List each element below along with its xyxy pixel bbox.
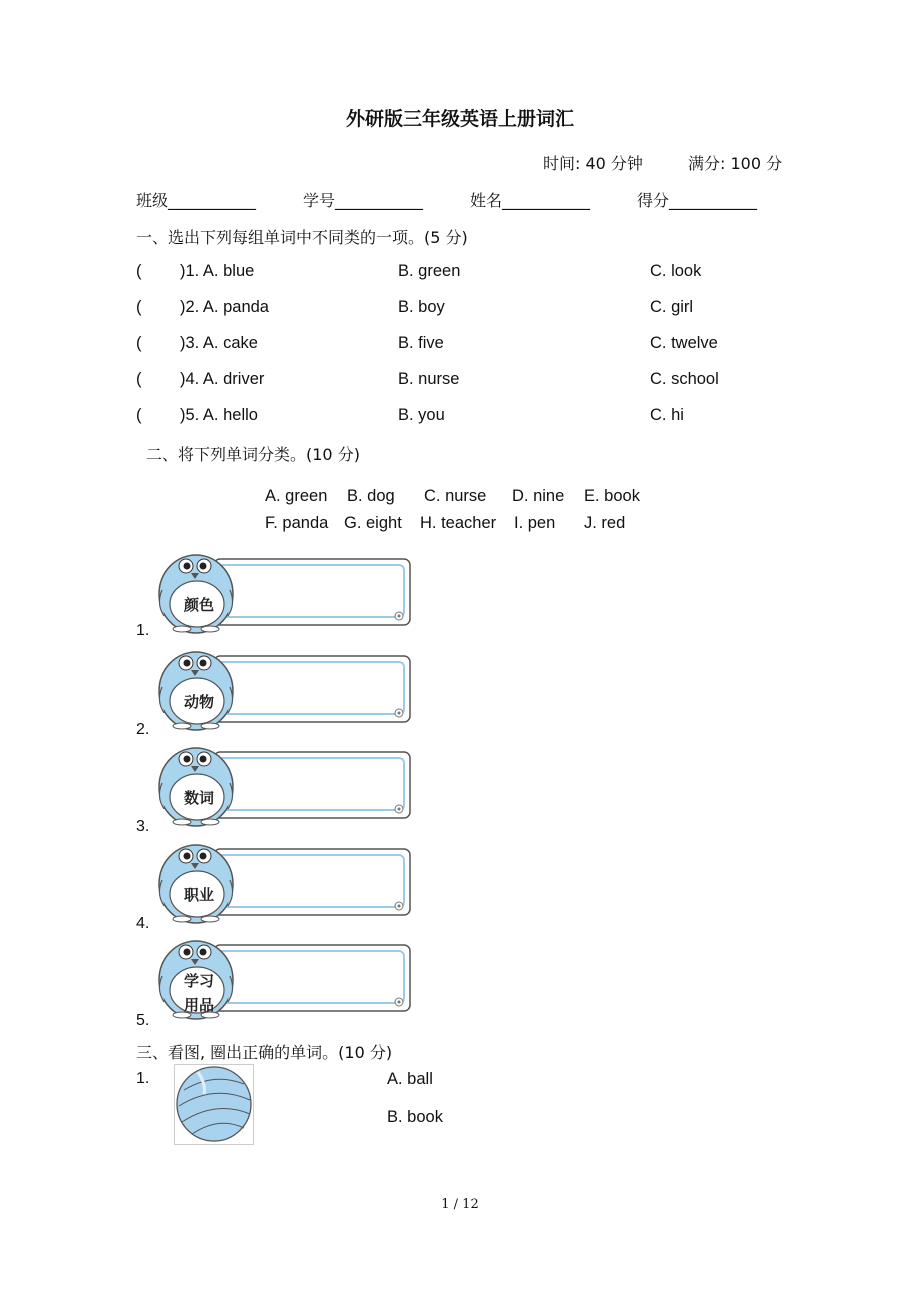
word-item: D. nine (512, 487, 565, 505)
option-c: C. girl (650, 298, 694, 316)
option-b: B. you (398, 406, 445, 424)
class-field[interactable]: 班级___________ (136, 191, 257, 210)
word-item: I. pen (514, 514, 556, 532)
answer-paren[interactable]: ( (136, 298, 142, 316)
word-item: E. book (584, 487, 640, 505)
option-b: B. nurse (398, 370, 460, 388)
score-field[interactable]: 得分___________ (637, 191, 758, 210)
student-number-field[interactable]: 学号___________ (303, 191, 424, 210)
category-label: 颜色 (183, 596, 214, 614)
option-a: )3. A. cake (180, 334, 258, 352)
word-item: A. green (265, 487, 328, 505)
category-box-colors (136, 546, 436, 639)
answer-paren[interactable]: ( (136, 406, 142, 424)
category-label: 学习 (183, 972, 214, 990)
answer-paren[interactable]: ( (136, 334, 142, 352)
word-item: C. nurse (424, 487, 487, 505)
score-info: 满分: 100 分 (688, 154, 783, 173)
answer-paren[interactable]: ( (136, 262, 142, 280)
option-c: C. hi (650, 406, 684, 424)
question-row (136, 262, 796, 286)
section3-heading: 三、看图, 圈出正确的单词。(10 分) (136, 1043, 393, 1062)
question-row (136, 334, 796, 358)
page-number: 1 / 12 (441, 1197, 479, 1212)
option-c: C. twelve (650, 334, 718, 352)
time-info: 时间: 40 分钟 (543, 154, 643, 173)
category-label: 用品 (183, 996, 214, 1014)
category-box-school-supplies (136, 932, 436, 1029)
penguin-frame-icon (156, 643, 436, 731)
answer-paren[interactable]: ( (136, 370, 142, 388)
word-item: B. dog (347, 487, 395, 505)
option-b: B. green (398, 262, 461, 280)
penguin-frame-icon (156, 836, 436, 924)
option-b[interactable]: B. book (387, 1108, 443, 1126)
option-c: C. look (650, 262, 702, 280)
category-number: 4. (136, 915, 150, 932)
category-number: 5. (136, 1012, 150, 1029)
option-b: B. five (398, 334, 444, 352)
ball-picture-icon (174, 1064, 254, 1145)
question-row (136, 298, 796, 322)
question-number: 1. (136, 1070, 150, 1087)
penguin-frame-icon (156, 739, 436, 827)
word-item: H. teacher (420, 514, 497, 532)
penguin-frame-icon (156, 546, 436, 634)
option-a: )2. A. panda (180, 298, 269, 316)
category-number: 2. (136, 721, 150, 738)
category-label: 数词 (183, 789, 214, 807)
category-number: 1. (136, 622, 150, 639)
option-b: B. boy (398, 298, 445, 316)
category-number: 3. (136, 818, 150, 835)
option-a: )4. A. driver (180, 370, 265, 388)
section2-heading: 二、将下列单词分类。(10 分) (146, 445, 360, 464)
name-field[interactable]: 姓名___________ (470, 191, 591, 210)
category-label: 职业 (183, 886, 214, 904)
question-row (136, 370, 796, 394)
page-title: 外研版三年级英语上册词汇 (345, 108, 574, 130)
word-item: G. eight (344, 514, 402, 532)
word-item: F. panda (265, 514, 329, 532)
category-label: 动物 (183, 693, 214, 711)
option-c: C. school (650, 370, 719, 388)
question-row (136, 406, 796, 430)
section1-heading: 一、选出下列每组单词中不同类的一项。(5 分) (136, 228, 468, 247)
option-a: )5. A. hello (180, 406, 258, 424)
category-box-animals (136, 643, 436, 738)
category-box-numbers (136, 739, 436, 835)
option-a[interactable]: A. ball (387, 1070, 433, 1088)
category-box-jobs (136, 836, 436, 932)
option-a: )1. A. blue (180, 262, 255, 280)
word-item: J. red (584, 514, 626, 532)
